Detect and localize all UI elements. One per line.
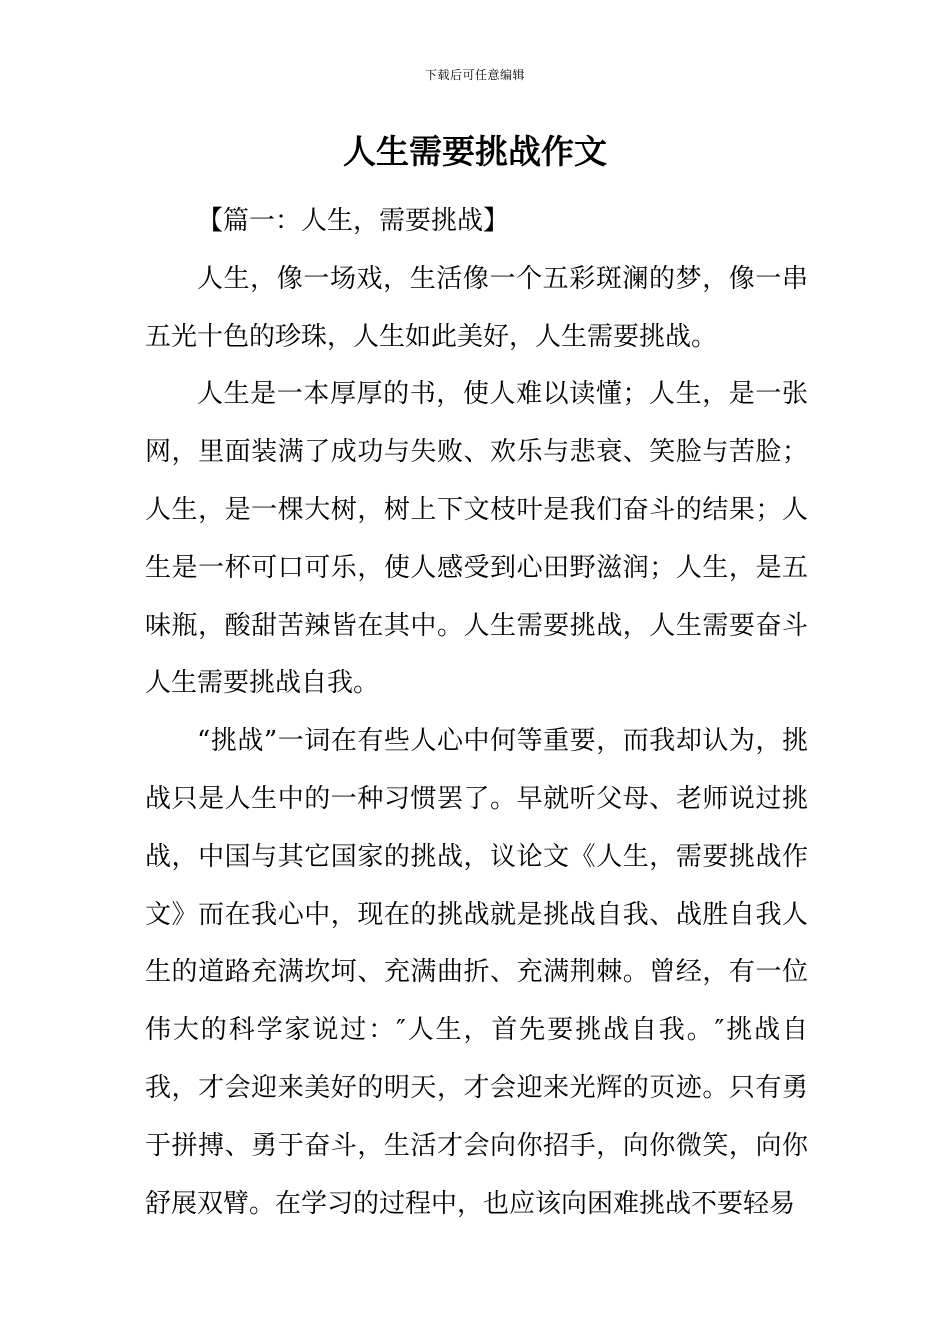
section-heading: 【篇一：人生，需要挑战】 [197,206,510,236]
document-title: 人生需要挑战作文 [343,132,607,171]
paragraph: “挑战”一词在有些人心中何等重要，而我却认为，挑战只是人生中的一种习惯罢了。早就听父母、老师说过挑战，中国与其它国家的挑战，议论文《人生，需要挑战作文》而在我心中，现在的挑战就是挑战自我、战胜自我人生的道路充满坎坷、充满曲折、充满荆棘。曾经，有一位伟大的科学家说过：″人生，首先要挑战自我。″挑战自我，才会迎来美好的明天，才会迎来光辉的页迹。只有勇于拼搏、勇于奋斗，生活才会向你招手，向你微笑，向你舒展双臂。在学习的过程中，也应该向困难挑战不要轻易 [145,726,808,1219]
document-body [145,193,808,1233]
header-note: 下载后可任意编辑 [424,68,525,82]
paragraph: 人生，像一场戏，生活像一个五彩斑澜的梦，像一串五光十色的珍珠，人生如此美好，人生需要挑战。 [145,263,808,352]
paragraph: 人生是一本厚厚的书，使人难以读懂；人生，是一张网，里面装满了成功与失败、欢乐与悲衰、笑脸与苦脸；人生，是一棵大树，树上下文枝叶是我们奋斗的结果；人生是一杯可口可乐，使人感受到心田野滋润；人生，是五味瓶，酸甜苦辣皆在其中。人生需要挑战，人生需要奋斗人生需要挑战自我。 [145,379,808,699]
